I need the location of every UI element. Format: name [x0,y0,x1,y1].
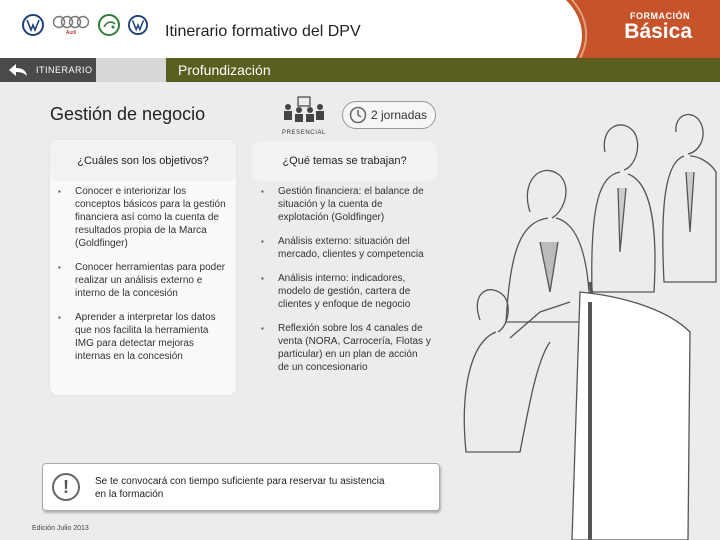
section-title-bar: Profundización [166,58,720,82]
exclamation-icon: ! [52,473,80,501]
list-item: ▪ Análisis externo: situación del mercado, clientes y competencia [261,235,431,261]
skoda-logo-icon [98,14,120,36]
back-arrow-icon [8,63,28,77]
topics-list [261,185,431,385]
list-item: ▪ Análisis interno: indicadores, modelo de gestión, cartera de clientes y enfoque de negocio [261,272,431,311]
topics-heading: ¿Qué temas se trabajan? [252,141,437,181]
duration-label: 2 jornadas [371,108,428,122]
duration-pill [342,101,436,129]
audi-logo-label: Audi [65,29,76,36]
page-title: Itinerario formativo del DPV [165,23,361,40]
list-item: ▪ Conocer e interiorizar los conceptos básicos para la gestión financiera así como la cuenta de resultados propia de la Marca (Goldfinger) [58,185,230,250]
badge-subtitle: FORMACIÓN [630,11,690,21]
business-people-illustration [440,92,720,540]
notice-box [42,463,440,511]
volkswagen-logo-icon [22,14,44,36]
back-button-label: ITINERARIO [36,65,93,75]
clock-icon [349,106,367,124]
formacion-basica-badge [566,0,720,58]
objectives-list [58,185,230,374]
header [0,0,720,58]
audi-logo-icon [52,15,90,36]
list-item: ▪ Reflexión sobre los 4 canales de venta (NORA, Carrocería, Flotas y particular) en un plan de acción de un concesionario [261,322,431,374]
volkswagen-commercial-logo-icon [128,15,148,35]
back-to-itinerary-button[interactable] [0,58,96,82]
brand-logos [22,14,148,36]
list-item: ▪ Aprender a interpretar los datos que nos facilita la herramienta IMG para detectar mejoras internas en la concesión [58,311,230,363]
notice-text: Se te convocará con tiempo suficiente para reservar tu asistencia en la formación [95,476,385,500]
presencial-indicator [278,95,330,137]
presencial-label: PRESENCIAL [281,130,326,136]
edition-label: Edición Julio 2013 [32,525,89,532]
objectives-heading: ¿Cuáles son los objetivos? [50,141,236,181]
classroom-icon [282,95,326,123]
list-item: ▪ Gestión financiera: el balance de situación y la cuenta de explotación (Goldfinger) [261,185,431,224]
list-item: ▪ Conocer herramientas para poder realizar un análisis externo e interno de la concesión [58,261,230,300]
course-title: Gestión de negocio [50,104,206,124]
badge-title: Básica [624,20,692,43]
